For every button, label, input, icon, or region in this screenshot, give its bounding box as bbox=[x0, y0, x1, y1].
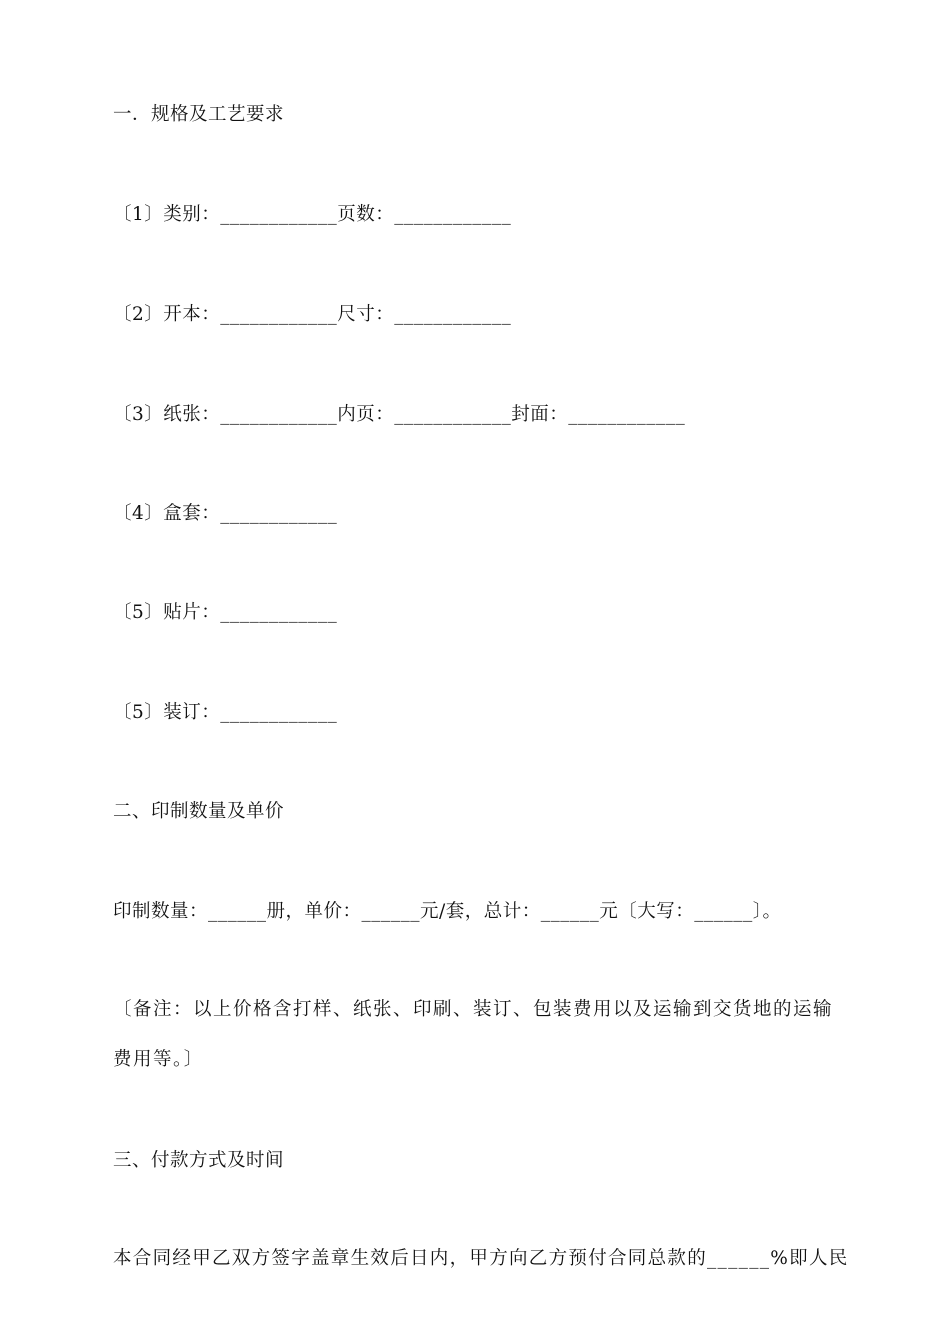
section-2-heading: 二、印制数量及单价 bbox=[113, 801, 285, 822]
section-3-heading: 三、付款方式及时间 bbox=[113, 1150, 285, 1171]
spec-item-binding: 〔5〕装订：____________ bbox=[113, 702, 338, 723]
section-1-heading: 一．规格及工艺要求 bbox=[113, 104, 285, 125]
spec-item-sticker: 〔5〕贴片：____________ bbox=[113, 602, 338, 623]
spec-item-category-pages: 〔1〕类别：____________页数：____________ bbox=[113, 204, 512, 225]
payment-paragraph: 本合同经甲乙双方签字盖章生效后日内，甲方向乙方预付合同总款的______%即人民 bbox=[113, 1248, 849, 1269]
spec-item-box: 〔4〕盒套：____________ bbox=[113, 503, 338, 524]
quantity-price-line: 印制数量：______册，单价：______元/套，总计：______元〔大写：______〕。 bbox=[113, 901, 782, 922]
price-note: 〔备注：以上价格含打样、纸张、印刷、装订、包装费用以及运输到交货地的运输费用等。〕 bbox=[113, 999, 834, 1070]
spec-item-paper: 〔3〕纸张：____________内页：____________封面：____________ bbox=[113, 404, 686, 425]
spec-item-format-size: 〔2〕开本：____________尺寸：____________ bbox=[113, 304, 512, 325]
